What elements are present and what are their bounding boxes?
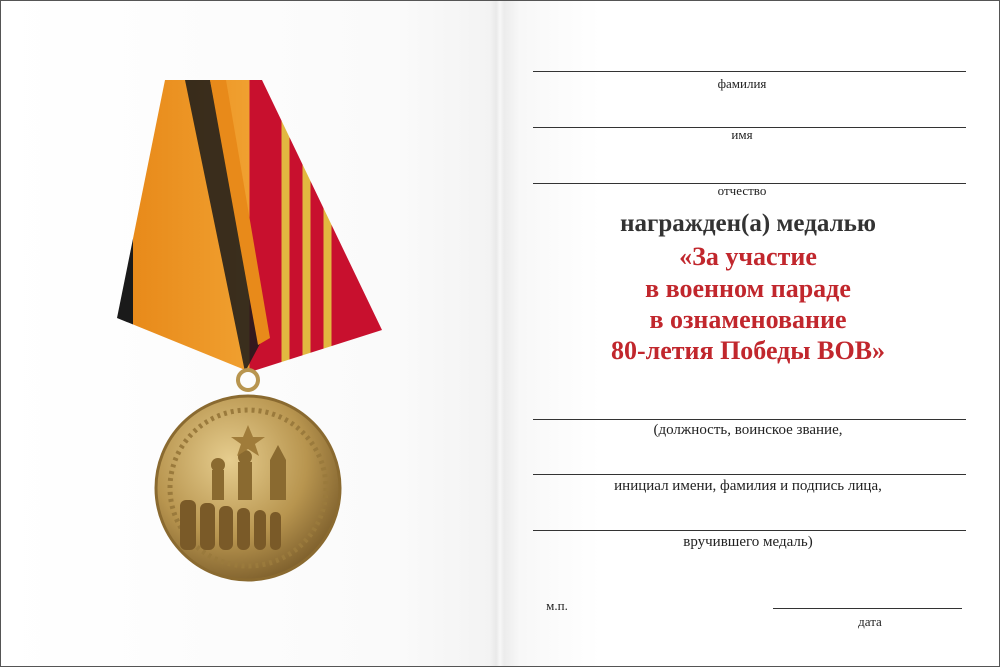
medal-title-line-4: 80-летия Победы ВОВ» <box>610 336 886 365</box>
position-line <box>533 419 966 420</box>
surname-label: фамилия <box>717 76 767 91</box>
award-heading: награжден(а) медалью <box>620 210 876 237</box>
date-label: дата <box>858 614 882 629</box>
date-line <box>773 608 962 609</box>
medal-title-line-2: в военном параде <box>645 274 851 303</box>
medal-ring <box>238 370 258 390</box>
stamp-label: м.п. <box>546 598 568 613</box>
position-label: (должность, воинское звание, <box>653 422 843 438</box>
medal-title-line-1: «За участие <box>679 242 817 271</box>
patronymic-label: отчество <box>717 183 767 198</box>
medal-title-line-3: в ознаменование <box>649 305 847 334</box>
presenter-label: вручившего медаль) <box>683 534 813 550</box>
presenter-line <box>533 530 966 531</box>
signature-label: инициал имени, фамилия и подпись лица, <box>614 478 882 494</box>
name-label: имя <box>731 127 753 142</box>
surname-line <box>533 71 966 72</box>
signature-line <box>533 474 966 475</box>
